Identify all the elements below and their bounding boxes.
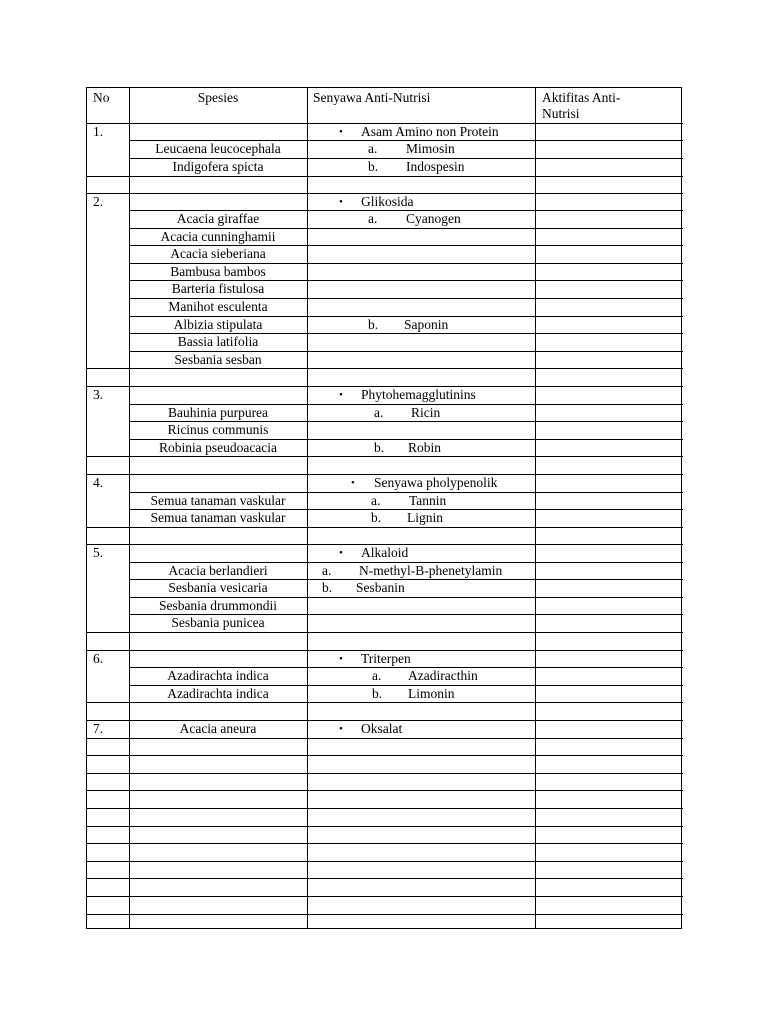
row-divider	[87, 632, 683, 633]
bullet-icon: •	[339, 389, 343, 401]
compound-marker: a.	[368, 211, 378, 226]
compound-name: Azadiracthin	[408, 668, 478, 683]
row-divider	[87, 773, 683, 774]
compound-marker: a.	[368, 141, 378, 156]
compound-name: Sesbanin	[356, 580, 405, 595]
compound-name: Mimosin	[406, 141, 455, 156]
group-number: 5.	[93, 545, 104, 560]
header-compound: Senyawa Anti-Nutrisi	[313, 90, 431, 105]
compound-name: Limonin	[408, 686, 455, 701]
species-name: Bambusa bambos	[170, 264, 266, 279]
compound-marker: b.	[371, 510, 382, 525]
compound-name: N-methyl-B-phenetylamin	[359, 563, 503, 578]
species-name: Bassia latifolia	[177, 334, 259, 349]
row-divider	[87, 527, 683, 528]
species-name: Acacia cunninghamii	[160, 229, 276, 244]
bullet-icon: •	[339, 653, 343, 665]
compound-category: Alkaloid	[361, 545, 409, 560]
species-name: Albizia stipulata	[173, 317, 263, 332]
compound-name: Tannin	[409, 493, 447, 508]
row-divider	[87, 843, 683, 844]
species-name: Acacia aneura	[179, 721, 257, 736]
compound-name: Robin	[408, 440, 442, 455]
row-divider	[87, 702, 683, 703]
species-name: Leucaena leucocephala	[155, 141, 281, 156]
compound-marker: a.	[372, 668, 382, 683]
compound-category: Senyawa pholypenolik	[374, 475, 498, 490]
bullet-icon: •	[339, 196, 343, 208]
header-species: Spesies	[197, 90, 239, 105]
group-number: 7.	[93, 721, 104, 736]
species-name: Semua tanaman vaskular	[150, 493, 286, 508]
group-number: 1.	[93, 124, 104, 139]
bullet-icon: •	[339, 126, 343, 138]
compound-marker: a.	[371, 493, 381, 508]
compound-marker: b.	[322, 580, 333, 595]
row-divider	[87, 755, 683, 756]
species-name: Azadirachta indica	[167, 668, 269, 683]
compound-marker: a.	[374, 405, 384, 420]
group-number: 2.	[93, 194, 104, 209]
row-divider	[87, 456, 683, 457]
species-name: Indigofera spicta	[172, 159, 264, 174]
row-divider	[87, 914, 683, 915]
compound-category: Oksalat	[361, 721, 403, 736]
row-divider	[87, 368, 683, 369]
group-number: 4.	[93, 475, 104, 490]
column-divider	[129, 88, 130, 928]
compound-marker: b.	[368, 317, 379, 332]
species-name: Sesbania punicea	[171, 615, 265, 630]
species-name: Acacia sieberiana	[170, 246, 266, 261]
species-name: Acacia giraffae	[176, 211, 260, 226]
row-divider	[87, 861, 683, 862]
row-divider	[87, 738, 683, 739]
compound-marker: b.	[374, 440, 385, 455]
species-name: Sesbania vesicaria	[168, 580, 268, 595]
species-name: Acacia berlandieri	[168, 563, 268, 578]
row-divider	[87, 808, 683, 809]
species-name: Sesbania drummondii	[158, 598, 278, 613]
column-divider	[535, 88, 536, 928]
bullet-icon: •	[339, 547, 343, 559]
species-name: Azadirachta indica	[167, 686, 269, 701]
compound-category: Phytohemagglutinins	[361, 387, 476, 402]
compound-name: Cyanogen	[406, 211, 461, 226]
species-name: Semua tanaman vaskular	[150, 510, 286, 525]
species-name: Sesbania sesban	[174, 352, 262, 367]
compound-marker: a.	[322, 563, 332, 578]
group-number: 6.	[93, 651, 104, 666]
compound-category: Glikosida	[361, 194, 414, 209]
compound-marker: b.	[368, 159, 379, 174]
header-activity: Aktifitas Anti-	[542, 90, 621, 105]
header-activity: Nutrisi	[542, 106, 580, 121]
compound-name: Ricin	[411, 405, 441, 420]
group-number: 3.	[93, 387, 104, 402]
bullet-icon: •	[351, 477, 355, 489]
row-divider	[87, 826, 683, 827]
compound-name: Lignin	[407, 510, 443, 525]
compound-name: Saponin	[404, 317, 449, 332]
compound-category: Asam Amino non Protein	[361, 124, 499, 139]
anti-nutrition-table	[86, 87, 682, 929]
compound-marker: b.	[372, 686, 383, 701]
species-name: Barteria fistulosa	[171, 281, 265, 296]
row-divider	[87, 878, 683, 879]
compound-category: Triterpen	[361, 651, 411, 666]
column-divider	[307, 88, 308, 928]
row-divider	[87, 176, 683, 177]
row-divider	[87, 790, 683, 791]
species-name: Ricinus communis	[167, 422, 269, 437]
species-name: Manihot esculenta	[168, 299, 268, 314]
bullet-icon: •	[339, 723, 343, 735]
compound-name: Indospesin	[406, 159, 465, 174]
species-name: Robinia pseudoacacia	[158, 440, 278, 455]
species-name: Bauhinia purpurea	[167, 405, 269, 420]
row-divider	[87, 896, 683, 897]
header-no: No	[93, 90, 110, 105]
